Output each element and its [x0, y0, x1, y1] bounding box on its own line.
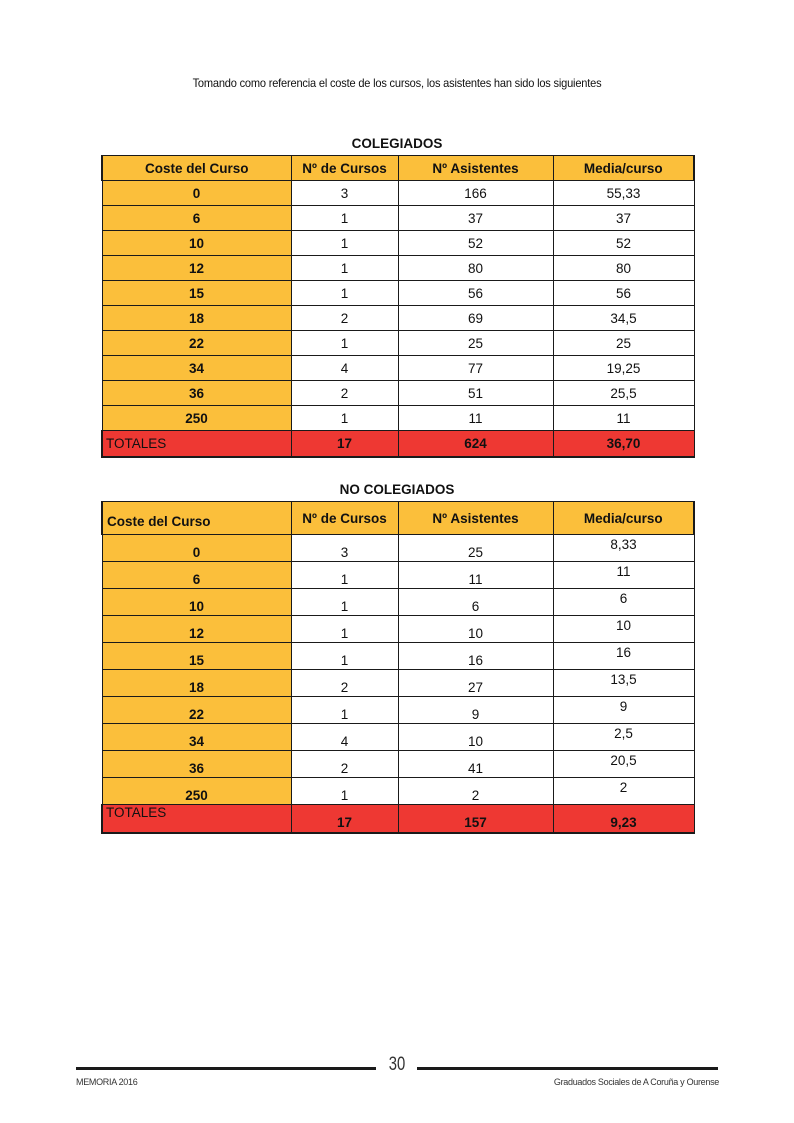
totals-media: 36,70	[553, 431, 694, 458]
table-colegiados	[101, 155, 695, 458]
cell-asistentes: 37	[398, 206, 553, 231]
header-media: Media/curso	[553, 502, 694, 535]
cell-cursos: 1	[291, 231, 398, 256]
cell-asistentes: 9	[398, 697, 553, 724]
table-row	[102, 406, 694, 431]
cell-asistentes: 25	[398, 331, 553, 356]
cell-cursos: 4	[291, 356, 398, 381]
cell-coste: 22	[102, 331, 291, 356]
cell-media: 34,5	[553, 306, 694, 331]
table-row	[102, 356, 694, 381]
table-row	[102, 751, 694, 778]
header-asistentes: Nº Asistentes	[398, 502, 553, 535]
table-row	[102, 256, 694, 281]
cell-media: 13,5	[553, 670, 694, 697]
cell-cursos: 1	[291, 562, 398, 589]
cell-media: 2	[553, 778, 694, 805]
cell-cursos: 2	[291, 381, 398, 406]
table-row	[102, 181, 694, 206]
cell-coste: 15	[102, 643, 291, 670]
cell-cursos: 2	[291, 670, 398, 697]
cell-coste: 10	[102, 231, 291, 256]
cell-coste: 12	[102, 616, 291, 643]
cell-cursos: 1	[291, 206, 398, 231]
cell-media: 2,5	[553, 724, 694, 751]
cell-cursos: 2	[291, 751, 398, 778]
cell-asistentes: 27	[398, 670, 553, 697]
cell-asistentes: 10	[398, 724, 553, 751]
cell-coste: 18	[102, 670, 291, 697]
cell-cursos: 1	[291, 281, 398, 306]
cell-media: 10	[553, 616, 694, 643]
totals-asistentes: 624	[398, 431, 553, 458]
cell-asistentes: 11	[398, 406, 553, 431]
table-row	[102, 331, 694, 356]
footer-rule-left	[76, 1067, 376, 1070]
footer-left-text: MEMORIA 2016	[76, 1077, 138, 1087]
cell-media: 56	[553, 281, 694, 306]
cell-media: 11	[553, 562, 694, 589]
table-no-colegiados	[101, 501, 695, 834]
cell-coste: 34	[102, 724, 291, 751]
intro-text: Tomando como referencia el coste de los cursos, los asistentes han sido los siguientes	[192, 76, 602, 90]
header-cursos: Nº de Cursos	[291, 502, 398, 535]
cell-media: 25,5	[553, 381, 694, 406]
table-row	[102, 589, 694, 616]
cell-asistentes: 166	[398, 181, 553, 206]
table-row	[102, 381, 694, 406]
table-row	[102, 670, 694, 697]
cell-coste: 22	[102, 697, 291, 724]
footer-right-text: Graduados Sociales de A Coruña y Ourense	[553, 1077, 719, 1087]
table-row	[102, 697, 694, 724]
cell-coste: 0	[102, 181, 291, 206]
cell-cursos: 1	[291, 697, 398, 724]
cell-cursos: 1	[291, 778, 398, 805]
cell-media: 11	[553, 406, 694, 431]
totals-cursos: 17	[291, 431, 398, 458]
cell-media: 25	[553, 331, 694, 356]
table-body	[102, 535, 694, 834]
cell-cursos: 1	[291, 256, 398, 281]
table-row	[102, 306, 694, 331]
table-row	[102, 616, 694, 643]
cell-media: 52	[553, 231, 694, 256]
table-row	[102, 562, 694, 589]
cell-media: 16	[553, 643, 694, 670]
totals-label: TOTALES	[102, 805, 291, 834]
totals-asistentes: 157	[398, 805, 553, 834]
table-title-no-colegiados: NO COLEGIADOS	[339, 482, 455, 497]
cell-media: 55,33	[553, 181, 694, 206]
cell-media: 80	[553, 256, 694, 281]
cell-cursos: 1	[291, 643, 398, 670]
cell-media: 8,33	[553, 535, 694, 562]
table-row	[102, 206, 694, 231]
header-coste: Coste del Curso	[102, 502, 291, 535]
table-row	[102, 778, 694, 805]
header-coste: Coste del Curso	[102, 156, 291, 181]
table-row	[102, 643, 694, 670]
cell-asistentes: 80	[398, 256, 553, 281]
cell-cursos: 4	[291, 724, 398, 751]
cell-asistentes: 41	[398, 751, 553, 778]
cell-coste: 15	[102, 281, 291, 306]
totals-media: 9,23	[553, 805, 694, 834]
cell-coste: 34	[102, 356, 291, 381]
table-row	[102, 724, 694, 751]
cell-media: 6	[553, 589, 694, 616]
cell-media: 9	[553, 697, 694, 724]
cell-asistentes: 10	[398, 616, 553, 643]
table-body	[102, 181, 694, 458]
cell-coste: 12	[102, 256, 291, 281]
cell-cursos: 1	[291, 406, 398, 431]
cell-coste: 6	[102, 206, 291, 231]
cell-coste: 250	[102, 406, 291, 431]
page-number: 30	[388, 1054, 406, 1075]
cell-asistentes: 25	[398, 535, 553, 562]
cell-asistentes: 69	[398, 306, 553, 331]
cell-cursos: 1	[291, 589, 398, 616]
table-row	[102, 281, 694, 306]
table-row	[102, 231, 694, 256]
cell-asistentes: 56	[398, 281, 553, 306]
cell-cursos: 2	[291, 306, 398, 331]
cell-asistentes: 11	[398, 562, 553, 589]
header-asistentes: Nº Asistentes	[398, 156, 553, 181]
table-title-colegiados: COLEGIADOS	[351, 136, 443, 151]
cell-cursos: 1	[291, 331, 398, 356]
totals-cursos: 17	[291, 805, 398, 834]
cell-asistentes: 77	[398, 356, 553, 381]
cell-asistentes: 52	[398, 231, 553, 256]
cell-asistentes: 2	[398, 778, 553, 805]
footer-rule-right	[417, 1067, 718, 1070]
cell-media: 37	[553, 206, 694, 231]
cell-cursos: 3	[291, 181, 398, 206]
cell-coste: 10	[102, 589, 291, 616]
cell-media: 20,5	[553, 751, 694, 778]
cell-coste: 36	[102, 381, 291, 406]
cell-coste: 250	[102, 778, 291, 805]
totals-row	[102, 431, 694, 458]
cell-asistentes: 6	[398, 589, 553, 616]
cell-cursos: 3	[291, 535, 398, 562]
header-media: Media/curso	[553, 156, 694, 181]
cell-coste: 18	[102, 306, 291, 331]
cell-media: 19,25	[553, 356, 694, 381]
header-cursos: Nº de Cursos	[291, 156, 398, 181]
totals-row	[102, 805, 694, 834]
cell-coste: 0	[102, 535, 291, 562]
cell-asistentes: 51	[398, 381, 553, 406]
cell-asistentes: 16	[398, 643, 553, 670]
cell-coste: 36	[102, 751, 291, 778]
totals-label: TOTALES	[102, 431, 291, 458]
cell-coste: 6	[102, 562, 291, 589]
table-header-row	[102, 502, 694, 535]
table-row	[102, 535, 694, 562]
table-header-row	[102, 156, 694, 181]
cell-cursos: 1	[291, 616, 398, 643]
